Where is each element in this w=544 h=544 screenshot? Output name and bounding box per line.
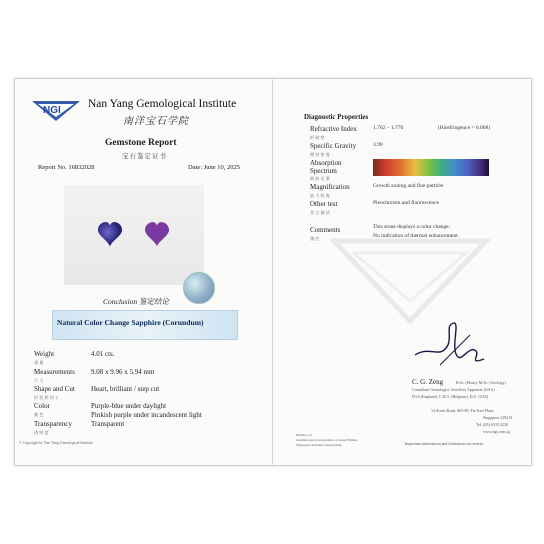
report-date: Date: June 10, 2025 [188, 164, 240, 171]
member-line-3: Singapore Jewellers Association. [296, 443, 343, 447]
svg-text:NGI: NGI [43, 105, 61, 116]
gem-photo [64, 185, 204, 285]
color-value: Purple-blue under daylight [91, 402, 167, 410]
magnification-value: Growth zoning and fine particle [373, 183, 444, 189]
shape-value: Heart, brilliant / step cut [91, 385, 160, 393]
weight-label: Weight [34, 350, 55, 358]
absorption-label-2: Spectrum [310, 167, 337, 175]
signatory-name: C. G. Zeng [412, 378, 444, 386]
address-line-1: 14 Scotts Road, #03-80, Far East Plaza [431, 408, 494, 413]
signatory-degrees: B.Sc. (Hons), M.Sc. (Geology) [456, 380, 506, 385]
report-title: Gemstone Report [105, 138, 177, 148]
comments-line-2: No indication of thermal enhancement. [373, 233, 459, 239]
institute-name: Nan Yang Gemological Institute [88, 98, 237, 110]
member-line-1: Member of [296, 433, 312, 437]
signatory-line-2: FGA (England), C.D.G. (Belgium), D.G. (GIA) [412, 394, 489, 399]
ri-label: Refractive Index [310, 125, 357, 133]
ri-value: 1.762 – 1.770 [373, 125, 404, 131]
birefringence: (Birefringence = 0.008) [438, 125, 491, 131]
copyright: © Copyright by Nan Yang Gemological Institute [19, 441, 93, 445]
address-line-2: Singapore 228213 [483, 415, 513, 420]
reverse-notice: Important information and limitations on reverse. [405, 441, 485, 446]
conclusion-label: Conclusion 鉴定结论 [103, 297, 170, 306]
shape-label: Shape and Cut [34, 385, 75, 393]
absorption-label-cn: 吸收光谱 [310, 176, 331, 181]
color-value-2: Pinkish purple under incandescent light [91, 411, 202, 419]
transparency-label-cn: 透明度 [34, 430, 50, 435]
sg-value: 3.99 [373, 142, 383, 148]
color-label-cn: 颜色 [34, 412, 45, 417]
conclusion-text: Natural Color Change Sapphire (Corundum) [57, 318, 204, 327]
ngi-watermark-icon [330, 235, 490, 325]
other-test-label-cn: 其它测试 [310, 210, 331, 215]
ri-label-cn: 折射率 [310, 135, 326, 140]
card-fold [272, 78, 273, 466]
measurements-label-cn: 尺寸 [34, 378, 45, 383]
address-line-3: Tel: (65) 6333 4238 [476, 422, 508, 427]
comments-label-cn: 备注 [310, 236, 321, 241]
absorption-label: Absorption [310, 159, 342, 167]
comments-line-1: This stone displays a color change. [373, 224, 450, 230]
transparency-label: Transparency [34, 420, 72, 428]
sg-label: Specific Gravity [310, 142, 357, 150]
sg-label-cn: 相对密度 [310, 152, 331, 157]
shape-label-cn: 形状和切工 [34, 395, 60, 400]
other-test-label: Other test [310, 200, 338, 208]
measurements-value: 9.08 x 9.96 x 5.94 mm [91, 368, 155, 376]
signature-icon [410, 315, 490, 375]
member-line-2: Gemmological Association of Great Britain, [296, 438, 358, 442]
magnification-label: Magnification [310, 183, 350, 191]
report-title-cn: 宝石鉴定证书 [122, 153, 167, 160]
institute-name-cn: 南洋宝石学院 [123, 116, 189, 127]
weight-value: 4.01 cts. [91, 350, 115, 358]
hologram-seal-icon [183, 272, 215, 304]
ngi-logo-icon [30, 97, 82, 123]
measurements-label: Measurements [34, 368, 75, 376]
comments-label: Comments [310, 226, 341, 234]
magnification-label-cn: 放大检查 [310, 193, 331, 198]
diagnostic-title: Diagnostic Properties [304, 113, 369, 121]
website-link[interactable]: www.ngi.com.sg [483, 429, 510, 434]
transparency-value: Transparent [91, 420, 125, 428]
weight-label-cn: 重量 [34, 360, 45, 365]
report-number: Report No. 16832028 [38, 164, 95, 171]
color-label: Color [34, 402, 50, 410]
absorption-spectrum-image [373, 159, 489, 176]
signatory-line-1: Consultant Gemologist, Jewellery Appraiser (USA) [412, 387, 495, 392]
other-test-value: Pleochroism and fluorescence [373, 200, 439, 206]
